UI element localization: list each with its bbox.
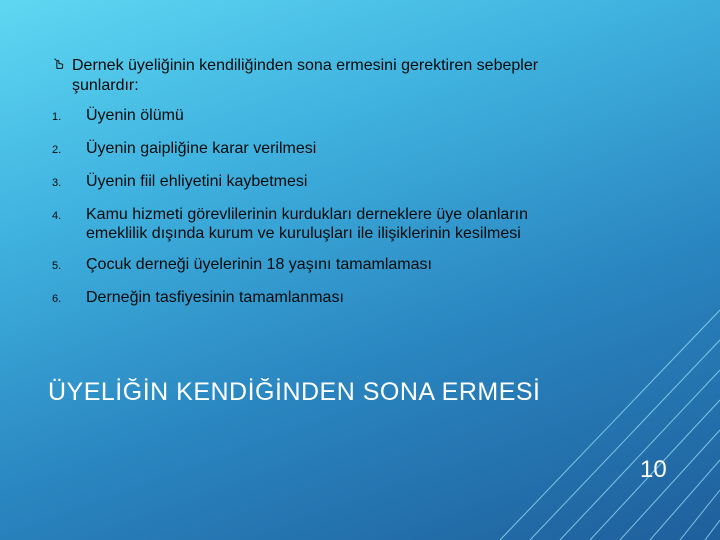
list-item-text: Derneğin tasfiyesinin tamamlanması	[86, 289, 344, 306]
hand-pointer-icon	[52, 56, 72, 76]
reasons-list	[52, 106, 572, 309]
list-item	[52, 106, 572, 127]
slide-title: ÜYELİĞİN KENDİĞİNDEN SONA ERMESİ	[48, 378, 541, 406]
list-item-number: 4.	[52, 210, 62, 222]
list-item-number: 2.	[52, 144, 62, 156]
list-item	[52, 255, 572, 276]
list-item	[52, 288, 572, 309]
page-number: 10	[640, 456, 667, 483]
list-item-text: Kamu hizmeti görevlilerinin kurdukları derneklere üye olanların emeklilik dışında kurum ve kuruluşları ile ilişiklerinin kesilmesi	[86, 206, 528, 242]
list-item-text: Çocuk derneği üyelerinin 18 yaşını tamamlaması	[86, 256, 432, 273]
list-item-text: Üyenin ölümü	[86, 107, 184, 124]
list-item-text: Üyenin fiil ehliyetini kaybetmesi	[86, 173, 308, 190]
list-item-number: 5.	[52, 260, 62, 272]
list-item	[52, 172, 572, 193]
list-item-text: Üyenin gaipliğine karar verilmesi	[86, 140, 317, 157]
list-item	[52, 139, 572, 160]
intro-bullet-row	[52, 56, 572, 96]
list-item	[52, 205, 572, 243]
intro-text: Dernek üyeliğinin kendiliğinden sona ermesini gerektiren sebepler şunlardır:	[72, 57, 539, 94]
list-item-number: 3.	[52, 177, 62, 189]
list-item-number: 6.	[52, 293, 62, 305]
list-item-number: 1.	[52, 111, 62, 123]
decorative-diagonal-lines	[480, 280, 720, 540]
